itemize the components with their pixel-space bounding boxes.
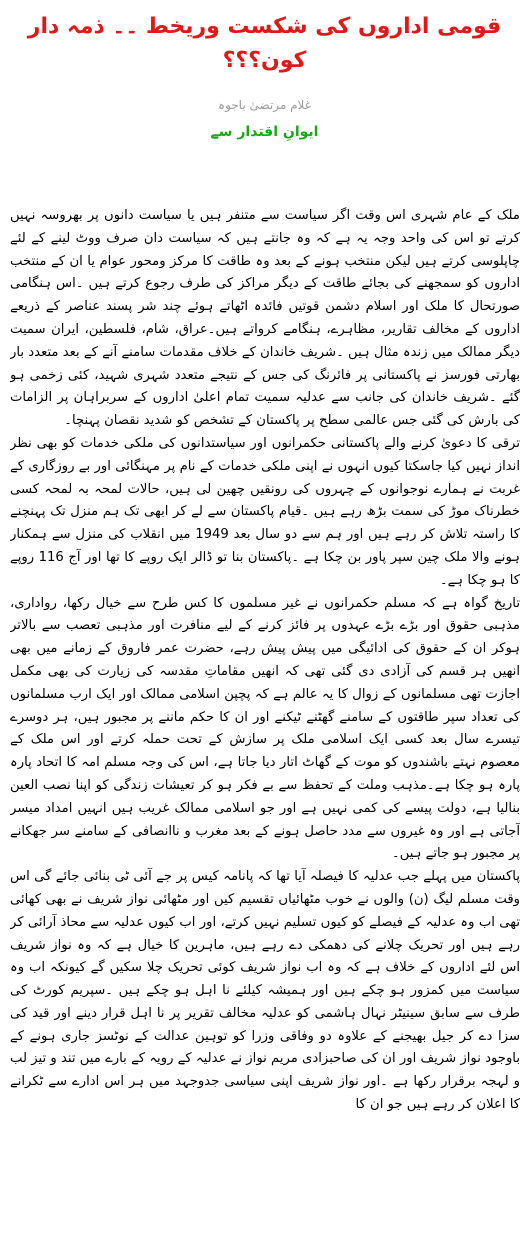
article-paragraph: ترقی کا دعویٰ کرنے والے پاکستانی حکمرانوں اور سیاستدانوں کی ملکی خدمات کو بھی نظر انداز نہیں کیا جاسکتا کیوں انہوں نے اپنی ملکی خدمات کے نام پر مہنگائی اور بے روزگاری کے غربت نے ہمارے نوجوانوں کے چہروں کی رونقیں چھین لی ہیں، حالات لمحہ بہ لمحہ کسی خطرناک موڑ کی سمت بڑھ رہے ہیں ۔قیام پاکستان سے لے کر ابھی تک ہم منزل تک پہنچنے کا راستہ تلاش کر رہے ہیں اور ہم سے دو سال بعد 1949 میں انقلاب کی منزل سے ہمکنار ہونے والا ملک چین سپر پاور بن چکا ہے ۔پاکستان بنا تو ڈالر ایک روپے کا تھا اور آج 116 روپے کا ہو چکا ہے۔ <box>10 435 520 588</box>
article-paragraph: تاریخ گواہ ہے کہ مسلم حکمرانوں نے غیر مسلموں کا کس طرح سے خیال رکھا، رواداری، مذہبی حقوق اور بڑے بڑے عہدوں پر فائز کرنے کے لیے منافرت اور مذہبی تعصب سے بالاتر ہوکر ان کے حقوق کی ادائیگی میں پیش پیش رہے، حضرت عمر فاروق کے زمانے میں بھی انھیں ہر قسم کی آزادی دی گئی تھی کہ انھیں مقاماتِ مقدسہ کی زیارت کی بھی مکمل اجازت تھی مسلمانوں کے زوال کا یہ عالم ہے کہ پچپن اسلامی ممالک اور ایک ارب مسلمانوں کی تعداد سپر طاقتوں کے سامنے گھٹنے ٹیکنے اور ان کا حکم ماننے پر مجبور ہیں، ہر دوسرے تیسرے سال بعد کسی ایک اسلامی ملک پر سازش کے تحت حملہ کرتے اور اس ملک کے معصوم نہتے باشندوں کو موت کے گھاٹ اتار دیا جاتا ہے، اس کی وجہ مسلم امہ کا اتحاد پارہ پارہ ہو چکا ہے۔مذہب وملت کے تحفظ سے بے فکر ہو کر تعیشات زندگی کو اپنا نصب العین بنالیا ہے، دولت پیسے کی کمی نہیں ہے اور جو اسلامی ممالک غریب ہیں انہیں امداد میسر آجاتی ہے اور وہ غیروں سے مدد حاصل ہونے کے بعد مغرب و ناانصافی کے سامنے سر جھکانے پر مجبور ہو جاتے ہیں۔ <box>10 595 520 862</box>
article-paragraph: ملک کے عام شہری اس وقت اگر سیاست سے متنفر ہیں یا سیاست دانوں پر بھروسہ نہیں کرتے تو اس کی واحد وجہ یہ ہے کہ وہ جانتے ہیں کہ سیاست دان صرف ووٹ لینے کے لئے چاپلوسی کرتے ہیں لیکن منتخب ہونے کے بعد وہ طاقت کا مرکز ومحور عوام یا ان کے منتخب اداروں کو سمجھنے کی بجائے طاقت کے دیگر مراکز کی طرف رجوع کرتے ہیں ۔اس ہنگامی صورتحال کا ملک اور اسلام دشمن قوتیں فائدہ اٹھاتے ہوئے چند شر پسند عناصر کے ذریعے اداروں کے مخالف تقاریر، مظاہرے، ہنگامے کرواتے ہیں۔عراق، شام، فلسطین، ایران سمیت دیگر ممالک میں زندہ مثال ہیں ۔شریف خاندان کے خلاف مقدمات سامنے آنے کے بعد متعدد بار بھارتی فورسز نے پاکستانی پر فائرنگ کی جس کے نتیجے متعدد شہری شہید، کئی زخمی ہو گئے ۔شریف خاندان کی جانب سے عدلیہ سمیت تمام اعلیٰ اداروں کے سربراہان پر الزامات کی بارش کی گئی جس عالمی سطح پر پاکستان کے تشخص کو شدید نقصان پہنچا۔ <box>10 208 520 429</box>
column-name: ایوانِ اقتدار سے <box>210 124 319 140</box>
article-paragraph: پاکستان میں پہلے جب عدلیہ کا فیصلہ آیا تھا کہ پانامہ کیس پر جے آئی ٹی بنائی جائے گی اس وقت مسلم لیگ (ن) والوں نے خوب مٹھائیاں تقسیم کیں اور مٹھائی نواز شریف نے بھی کھائی تھی اب وہ عدلیہ کے فیصلے کو کیوں تسلیم نہیں کرتے، اور اب کیوں عدلیہ سے محاذ آرائی کر رہے ہیں اور تحریک چلانے کی دھمکی دے رہے ہیں، ماہرین کا خیال ہے کہ وہ نواز شریف اس لئے اداروں کے خلاف ہے کہ وہ اب نواز شریف کوئی تحریک چلا سکیں گے کیونکہ اب وہ سیاست میں کمزور ہو چکے ہیں اور ہمیشہ کیلئے نا اہل ہو چکے ہیں ۔سپریم کورٹ کی طرف سے سابق سینیٹر نہال ہاشمی کو عدلیہ مخالف تقریر پر نا اہل قرار دینے اور قید کی سزا دے کر جیل بھیجنے کے علاوہ دو وفاقی وزرا کو توہین عدالت کے نوٹسز جاری ہونے کے باوجود نواز شریف اور ان کی صاحبزادی مریم نواز نے عدلیہ کے رویہ کے بارے میں تند و تیز لب و لہجہ برقرار رکھا ہے ۔اور نواز شریف اپنی سیاسی جدوجہد میں ہر اس ادارے سے ٹکرانے کا اعلان کر رہے ہیں جو ان کا <box>10 869 520 1113</box>
article-headline: قومی اداروں کی شکست وریخط ۔۔ ذمہ دار کون؟؟؟ <box>27 14 502 73</box>
author-name: غلام مرتضیٰ باجوہ <box>218 98 311 112</box>
article-body <box>10 205 520 1255</box>
